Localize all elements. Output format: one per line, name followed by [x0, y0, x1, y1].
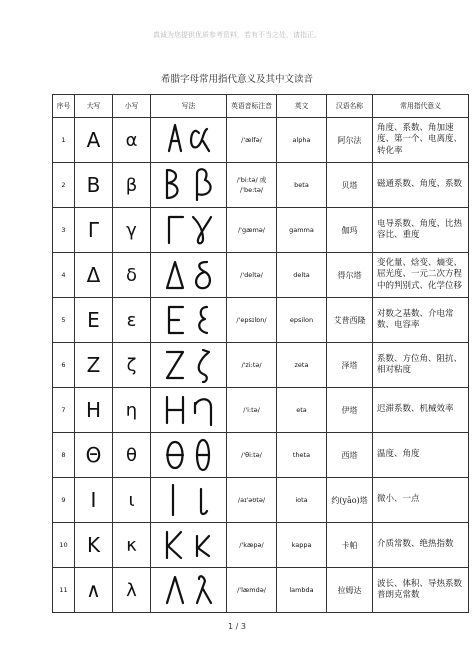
writing-strokes [151, 118, 227, 163]
epsilon-writing-icon [159, 301, 219, 339]
writing-strokes [151, 388, 227, 433]
iota-writing-icon [159, 481, 219, 519]
ipa-pronunciation: /'i:tə/ [227, 388, 277, 433]
table-row [53, 343, 469, 388]
writing-strokes [151, 523, 227, 568]
usage-meaning: 变化量、焓变、熵变、屈光度、一元二次方程中的判别式、化学位移 [373, 253, 469, 298]
ipa-pronunciation: /'bi:tə/ 或 /'be:tə/ [227, 163, 277, 208]
usage-meaning: 微小、一点 [373, 478, 469, 523]
english-name: beta [277, 163, 327, 208]
uppercase-letter: Β [75, 163, 113, 208]
ipa-pronunciation: /'kæpə/ [227, 523, 277, 568]
row-number: 2 [53, 163, 75, 208]
row-number: 10 [53, 523, 75, 568]
alpha-writing-icon [159, 121, 219, 159]
table-row [53, 568, 469, 613]
beta-writing-icon [159, 166, 219, 204]
gamma-writing-icon [159, 211, 219, 249]
ipa-pronunciation: /'zi:tə/ [227, 343, 277, 388]
header-num: 序号 [53, 95, 75, 118]
usage-meaning: 温度、角度 [373, 433, 469, 478]
uppercase-letter: Η [75, 388, 113, 433]
english-name: iota [277, 478, 327, 523]
english-name: theta [277, 433, 327, 478]
writing-strokes [151, 163, 227, 208]
ipa-pronunciation: /aɪ'əʊtə/ [227, 478, 277, 523]
ipa-pronunciation: /'deltə/ [227, 253, 277, 298]
lowercase-letter: λ [113, 568, 151, 613]
usage-meaning: 波长、体积、导热系数 普朗克常数 [373, 568, 469, 613]
chinese-name: 西塔 [327, 433, 373, 478]
english-name: epsilon [277, 298, 327, 343]
table-row [53, 163, 469, 208]
ipa-pronunciation: /'gæmə/ [227, 208, 277, 253]
row-number: 3 [53, 208, 75, 253]
table-row [53, 478, 469, 523]
ipa-pronunciation: /'ælfə/ [227, 118, 277, 163]
usage-meaning: 系数、方位角、阻抗、相对粘度 [373, 343, 469, 388]
english-name: zeta [277, 343, 327, 388]
usage-meaning: 电导系数、角度、比热容比、重度 [373, 208, 469, 253]
uppercase-letter: Κ [75, 523, 113, 568]
chinese-name: 阿尔法 [327, 118, 373, 163]
chinese-name: 约(yāo)塔 [327, 478, 373, 523]
english-name: alpha [277, 118, 327, 163]
header-writing: 写法 [151, 95, 227, 118]
zeta-writing-icon [159, 346, 219, 384]
lowercase-letter: γ [113, 208, 151, 253]
uppercase-letter: Ε [75, 298, 113, 343]
header-lower: 小写 [113, 95, 151, 118]
english-name: gamma [277, 208, 327, 253]
row-number: 8 [53, 433, 75, 478]
uppercase-letter: Ι [75, 478, 113, 523]
header-usage: 常用指代意义 [373, 95, 469, 118]
header-english: 英文 [277, 95, 327, 118]
table-row [53, 118, 469, 163]
eta-writing-icon [159, 391, 219, 429]
row-number: 7 [53, 388, 75, 433]
row-number: 5 [53, 298, 75, 343]
writing-strokes [151, 343, 227, 388]
english-name: kappa [277, 523, 327, 568]
kappa-writing-icon [159, 526, 219, 564]
lambda-writing-icon [159, 571, 219, 609]
row-number: 11 [53, 568, 75, 613]
header-chinese: 汉语名称 [327, 95, 373, 118]
row-number: 9 [53, 478, 75, 523]
chinese-name: 卡帕 [327, 523, 373, 568]
chinese-name: 贝塔 [327, 163, 373, 208]
row-number: 1 [53, 118, 75, 163]
table-row [53, 523, 469, 568]
usage-meaning: 迟滞系数、机械效率 [373, 388, 469, 433]
writing-strokes [151, 298, 227, 343]
uppercase-letter: Α [75, 118, 113, 163]
page-title: 希腊字母常用指代意义及其中文读音 [160, 74, 313, 85]
chinese-name: 艾普西隆 [327, 298, 373, 343]
row-number: 6 [53, 343, 75, 388]
delta-writing-icon [159, 256, 219, 294]
uppercase-letter: ∧ [75, 568, 113, 613]
writing-strokes [151, 433, 227, 478]
lowercase-letter: ε [113, 298, 151, 343]
chinese-name: 泽塔 [327, 343, 373, 388]
greek-letter-table [52, 94, 469, 613]
chinese-name: 拉姆达 [327, 568, 373, 613]
row-number: 4 [53, 253, 75, 298]
uppercase-letter: Δ [75, 253, 113, 298]
table-row [53, 388, 469, 433]
writing-strokes [151, 478, 227, 523]
english-name: delta [277, 253, 327, 298]
lowercase-letter: ι [113, 478, 151, 523]
lowercase-letter: κ [113, 523, 151, 568]
chinese-name: 得尔塔 [327, 253, 373, 298]
english-name: eta [277, 388, 327, 433]
header-upper: 大写 [75, 95, 113, 118]
usage-meaning: 磁通系数、角度、系数 [373, 163, 469, 208]
lowercase-letter: α [113, 118, 151, 163]
writing-strokes [151, 253, 227, 298]
lowercase-letter: θ [113, 433, 151, 478]
ipa-pronunciation: /'læmdə/ [227, 568, 277, 613]
chinese-name: 伊塔 [327, 388, 373, 433]
chinese-name: 伽玛 [327, 208, 373, 253]
uppercase-letter: Γ [75, 208, 113, 253]
lowercase-letter: δ [113, 253, 151, 298]
page-number: 1 / 3 [228, 622, 246, 631]
table-header-row [53, 95, 469, 118]
writing-strokes [151, 568, 227, 613]
writing-strokes [151, 208, 227, 253]
lowercase-letter: β [113, 163, 151, 208]
watermark-text: 真诚为您提供优质参考资料，若有不当之处，请指正。 [153, 31, 321, 39]
header-ipa: 英语音标注音 [227, 95, 277, 118]
uppercase-letter: Ζ [75, 343, 113, 388]
table-row [53, 298, 469, 343]
usage-meaning: 对数之基数、介电常数、电容率 [373, 298, 469, 343]
usage-meaning: 角度、系数、角加速度、第一个、电离度、转化率 [373, 118, 469, 163]
ipa-pronunciation: /'epsɪlɒn/ [227, 298, 277, 343]
lowercase-letter: η [113, 388, 151, 433]
english-name: lambda [277, 568, 327, 613]
ipa-pronunciation: /'θi:tə/ [227, 433, 277, 478]
theta-writing-icon [159, 436, 219, 474]
table-row [53, 433, 469, 478]
table-row [53, 208, 469, 253]
lowercase-letter: ζ [113, 343, 151, 388]
uppercase-letter: Θ [75, 433, 113, 478]
table-row [53, 253, 469, 298]
usage-meaning: 介质常数、绝热指数 [373, 523, 469, 568]
